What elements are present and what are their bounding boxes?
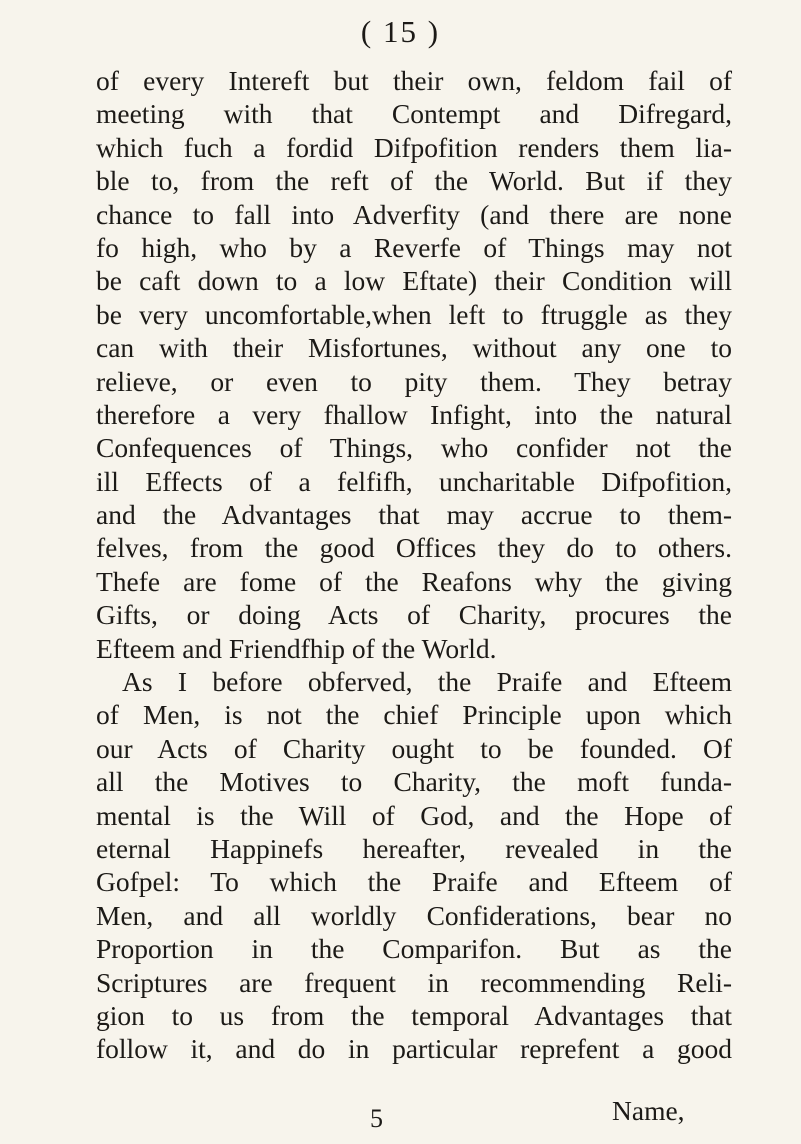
text-line: As I before obferved, the Praife and Efteem — [122, 666, 732, 698]
text-line: Thefe are fome of the Reafons why the giving — [96, 565, 732, 597]
body-text — [96, 64, 732, 1066]
text-line: ble to, from the reft of the World. But if they — [96, 165, 732, 197]
text-line: which fuch a fordid Difpofition renders them lia- — [96, 131, 732, 163]
text-line: ill Effects of a felfifh, uncharitable Difpofition, — [96, 465, 732, 497]
text-line: Men, and all worldly Confiderations, bear no — [96, 899, 732, 931]
page-number: ( 15 ) — [360, 14, 441, 49]
text-line: relieve, or even to pity them. They betray — [96, 365, 732, 397]
text-line: chance to fall into Adverfity (and there are none — [96, 198, 732, 230]
text-line: follow it, and do in particular reprefent a good — [96, 1033, 732, 1065]
text-line: gion to us from the temporal Advantages that — [96, 999, 732, 1031]
text-line: be very uncomfortable,when left to ftruggle as they — [96, 298, 732, 330]
text-line: mental is the Will of God, and the Hope of — [96, 799, 732, 831]
text-line: Gifts, or doing Acts of Charity, procures the — [96, 599, 732, 631]
text-line: Scriptures are frequent in recommending Reli- — [96, 966, 732, 998]
catchword: Name, — [612, 1095, 685, 1126]
text-line: felves, from the good Offices they do to others. — [96, 532, 732, 564]
text-line: meeting with that Contempt and Difregard, — [96, 98, 732, 130]
text-line: eternal Happinefs hereafter, revealed in the — [96, 832, 732, 864]
text-line: and the Advantages that may accrue to them- — [96, 499, 732, 531]
text-line: of every Intereft but their own, feldom fail of — [96, 65, 732, 96]
text-line: of Men, is not the chief Principle upon which — [96, 699, 732, 731]
text-line: be caft down to a low Eftate) their Condition will — [96, 265, 732, 297]
text-line: Efteem and Friendfhip of the World. — [96, 632, 497, 664]
text-line: Gofpel: To which the Praife and Efteem of — [96, 866, 732, 898]
signature-mark: 5 — [370, 1104, 383, 1133]
text-line: can with their Misfortunes, without any one to — [96, 332, 732, 364]
text-line: our Acts of Charity ought to be founded. Of — [96, 732, 732, 764]
text-line: all the Motives to Charity, the moft funda- — [96, 766, 732, 798]
text-line: therefore a very fhallow Infight, into the natural — [96, 398, 732, 430]
text-line: Proportion in the Comparifon. But as the — [96, 933, 732, 965]
text-line: fo high, who by a Reverfe of Things may not — [96, 231, 732, 263]
text-line: Confequences of Things, who confider not the — [96, 432, 732, 464]
page-footer — [0, 1096, 801, 1136]
